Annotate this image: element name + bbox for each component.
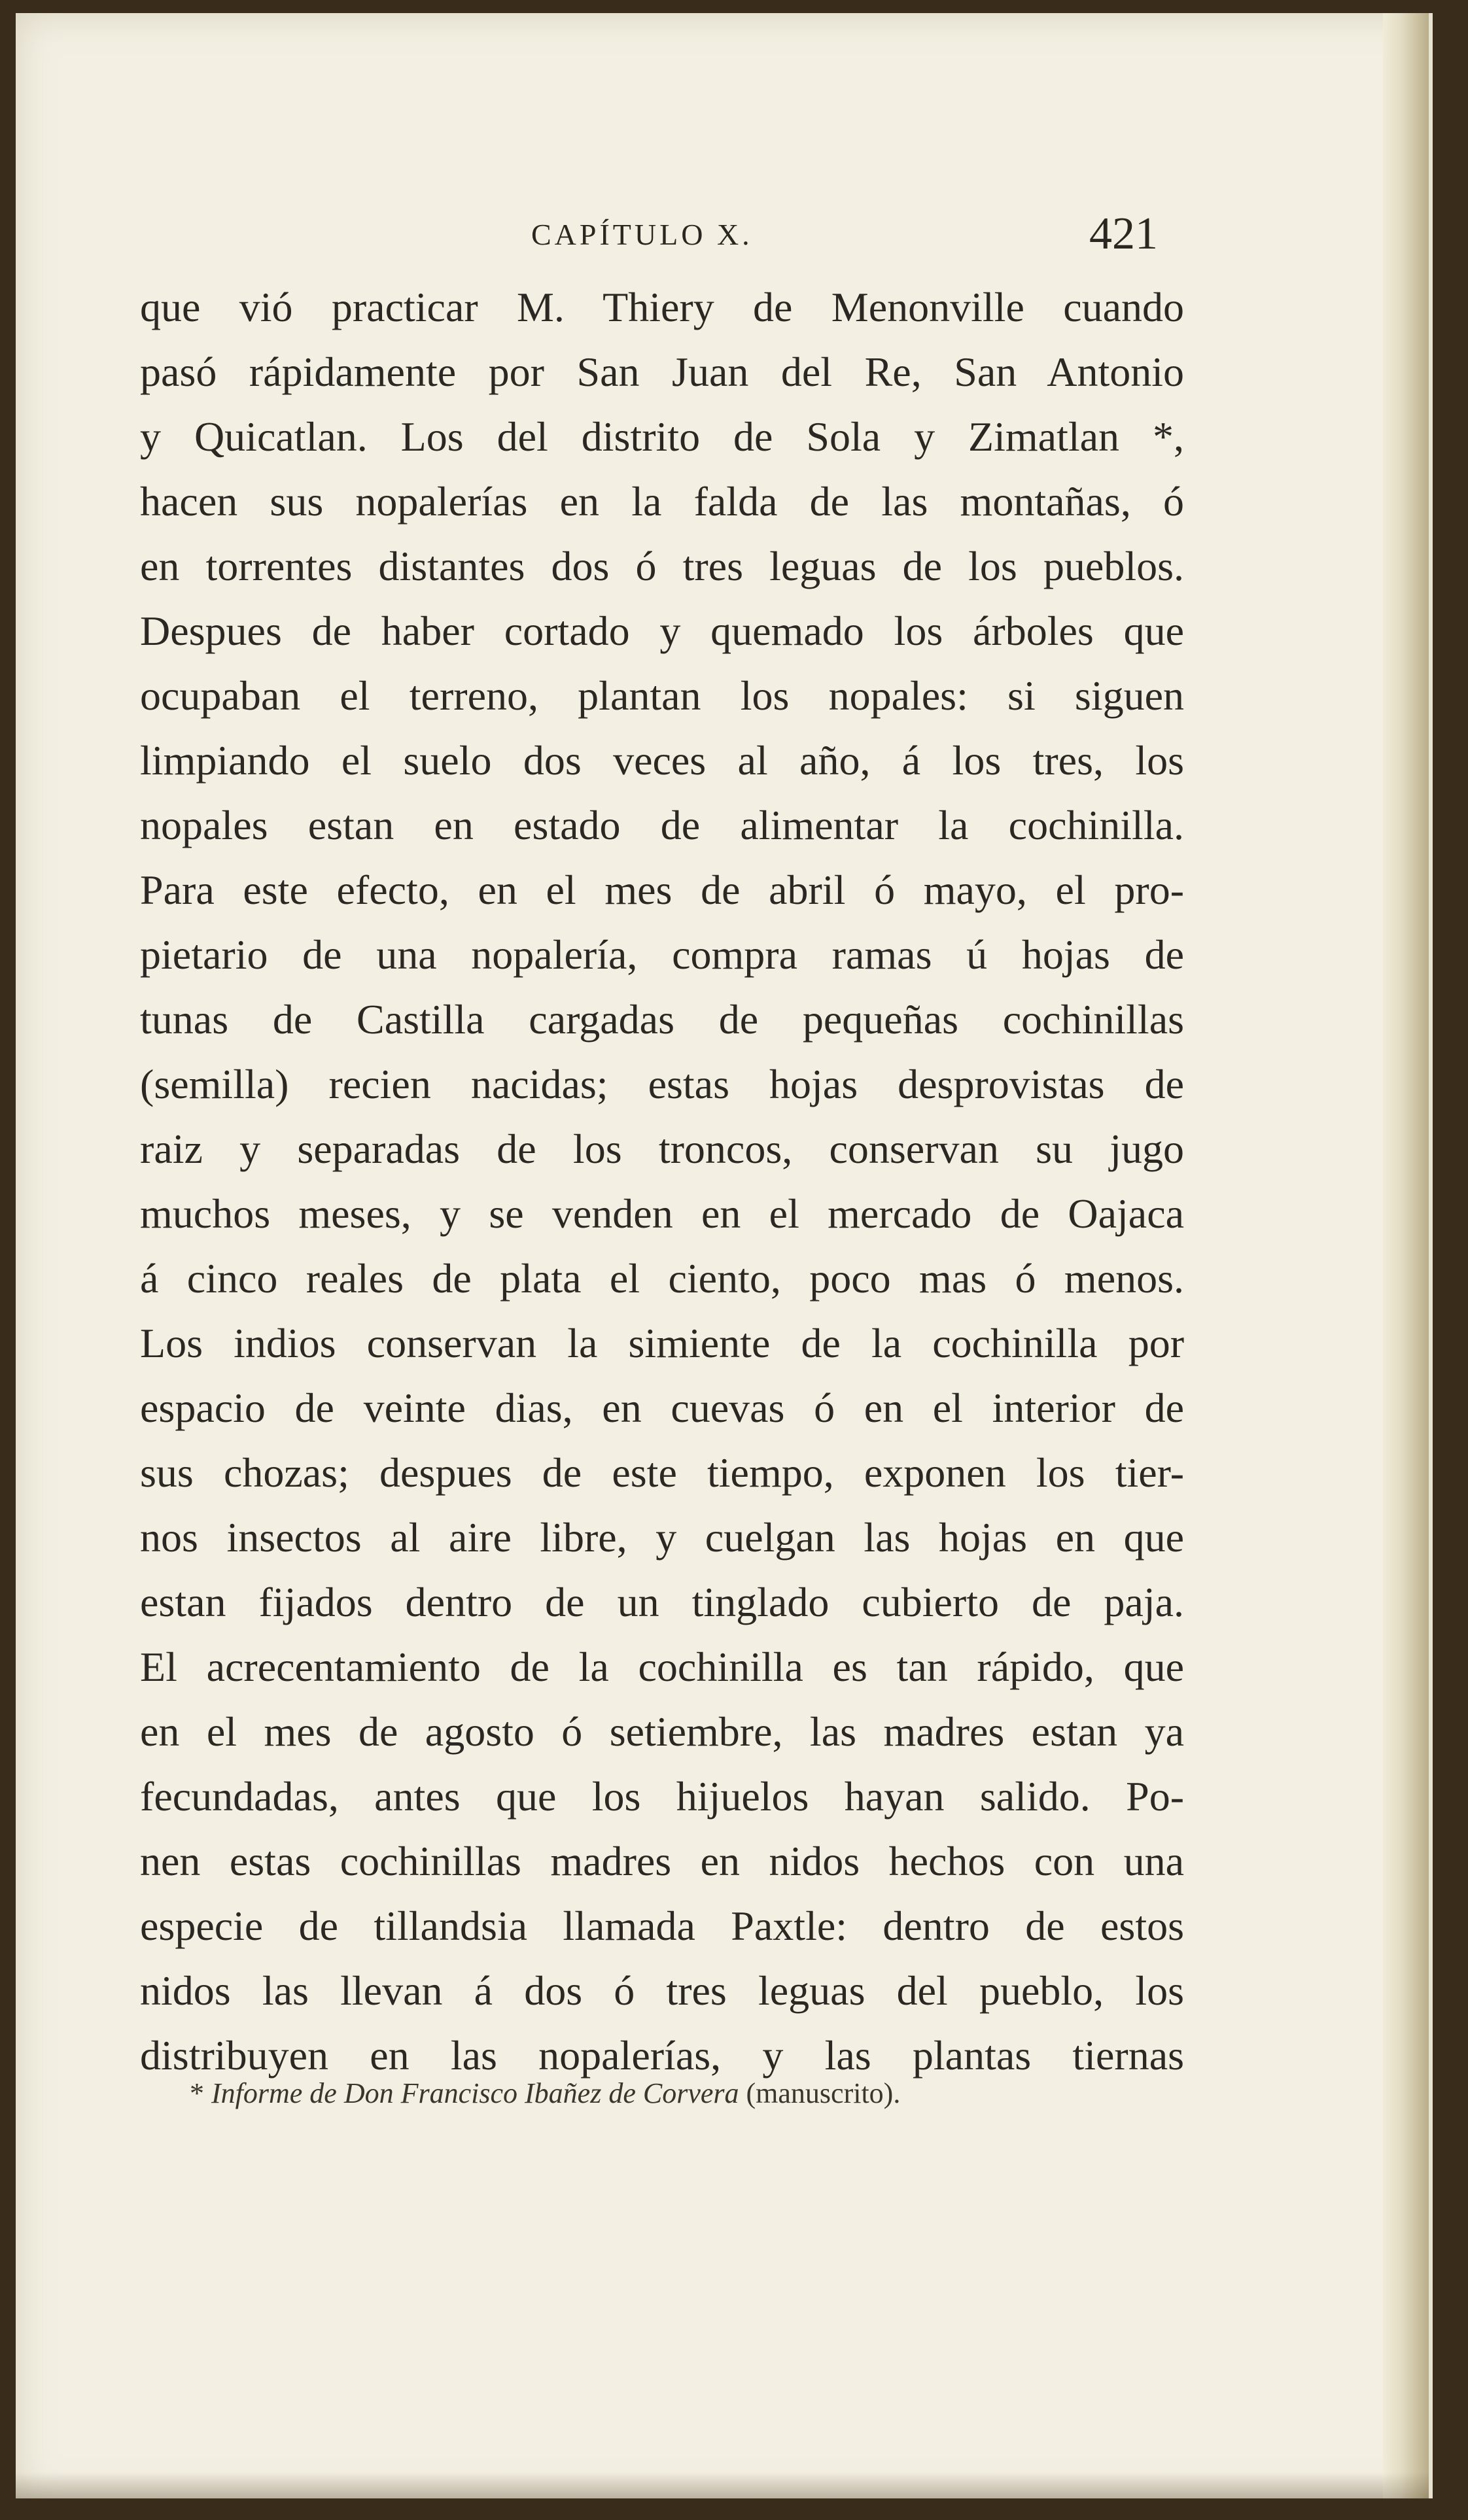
text-line: que vió practicar M. Thiery de Menonville cuando xyxy=(140,284,1184,330)
page-edge xyxy=(1383,13,1429,2498)
text-line: pietario de una nopalería, compra ramas ú hojas de xyxy=(140,931,1184,978)
text-line: limpiando el suelo dos veces al año, á los tres, los xyxy=(140,737,1184,784)
text-line: raiz y separadas de los troncos, conservan su jugo xyxy=(140,1126,1184,1172)
body-text xyxy=(140,275,1184,2088)
text-line: á cinco reales de plata el ciento, poco mas ó menos. xyxy=(140,1255,1184,1302)
text-line: especie de tillandsia llamada Paxtle: dentro de estos xyxy=(140,1903,1184,1949)
text-line: hacen sus nopalerías en la falda de las montañas, ó xyxy=(140,478,1184,525)
text-line: y Quicatlan. Los del distrito de Sola y Zimatlan *, xyxy=(140,413,1184,460)
text-line: tunas de Castilla cargadas de pequeñas cochinillas xyxy=(140,996,1184,1043)
text-line: estan fijados dentro de un tinglado cubierto de paja. xyxy=(140,1579,1184,1625)
text-line: (semilla) recien nacidas; estas hojas desprovistas de xyxy=(140,1061,1184,1107)
page-header xyxy=(0,203,1374,268)
footnote-marker: * xyxy=(190,2077,204,2109)
text-line: nos insectos al aire libre, y cuelgan las hojas en que xyxy=(140,1514,1184,1561)
text-line: nopales estan en estado de alimentar la cochinilla. xyxy=(140,802,1184,848)
text-line: ocupaban el terreno, plantan los nopales: si siguen xyxy=(140,672,1184,719)
text-line: en el mes de agosto ó setiembre, las madres estan ya xyxy=(140,1708,1184,1755)
text-line: muchos meses, y se venden en el mercado de Oajaca xyxy=(140,1190,1184,1237)
text-line: nidos las llevan á dos ó tres leguas del pueblo, los xyxy=(140,1967,1184,2014)
text-line: sus chozas; despues de este tiempo, exponen los tier- xyxy=(140,1449,1184,1496)
text-line: Para este efecto, en el mes de abril ó mayo, el pro- xyxy=(140,867,1184,913)
footnote-citation: Informe de Don Francisco Ibañez de Corvera xyxy=(211,2077,739,2109)
footnote-note: (manuscrito). xyxy=(746,2077,901,2109)
text-line: El acrecentamiento de la cochinilla es tan rápido, que xyxy=(140,1644,1184,1690)
text-line: fecundadas, antes que los hijuelos hayan salido. Po- xyxy=(140,1773,1184,1820)
text-line: espacio de veinte dias, en cuevas ó en el interior de xyxy=(140,1385,1184,1431)
text-line: nen estas cochinillas madres en nidos hechos con una xyxy=(140,1838,1184,1884)
text-line: Los indios conservan la simiente de la cochinilla por xyxy=(140,1320,1184,1366)
text-line: en torrentes distantes dos ó tres leguas de los pueblos. xyxy=(140,543,1184,589)
text-line: pasó rápidamente por San Juan del Re, San Antonio xyxy=(140,349,1184,395)
page-number: 421 xyxy=(1089,209,1158,259)
text-line: Despues de haber cortado y quemado los árboles que xyxy=(140,608,1184,654)
running-head: CAPÍTULO X. xyxy=(531,218,753,251)
page-bottom-shadow xyxy=(16,2472,1429,2498)
footnote xyxy=(190,2077,900,2110)
text-line: distribuyen en las nopalerías, y las plantas tiernas xyxy=(140,2032,1184,2079)
